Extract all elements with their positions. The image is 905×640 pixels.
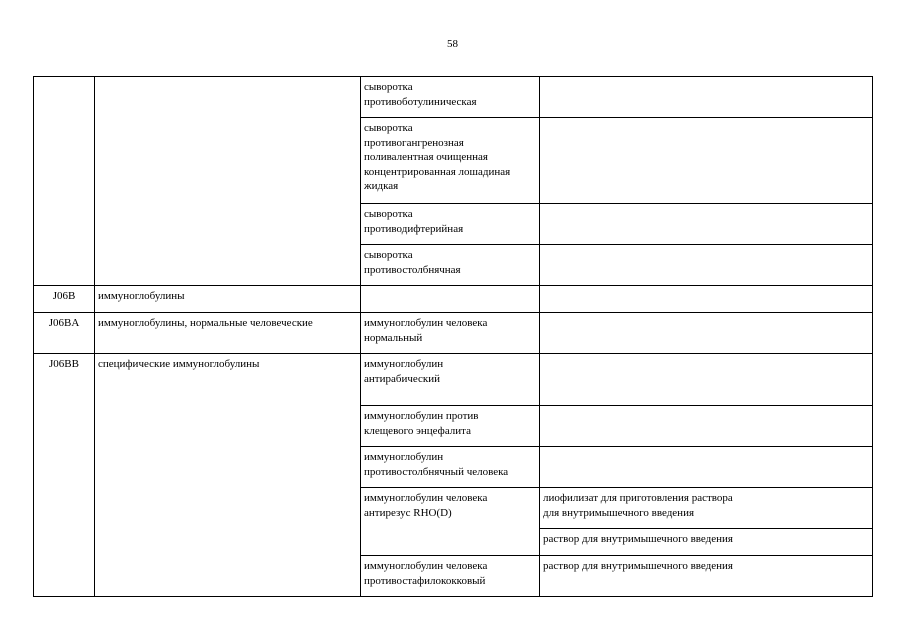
atc-name-cell xyxy=(95,77,361,286)
drug-name-cell xyxy=(361,204,540,245)
dosage-form: лиофилизат для приготовления раствора для внутримышечного введения xyxy=(543,492,733,519)
atc-name: специфические иммуноглобулины xyxy=(98,358,260,370)
dosage-form-cell xyxy=(540,245,873,286)
drug-name: иммуноглобулин против клещевого энцефалита xyxy=(364,410,479,437)
page-number: 58 xyxy=(447,38,458,50)
atc-code-cell xyxy=(34,354,95,597)
atc-code-cell xyxy=(34,313,95,354)
dosage-form: раствор для внутримышечного введения xyxy=(543,533,733,545)
drug-name: иммуноглобулин противостолбнячный человека xyxy=(364,451,509,478)
dosage-form-cell xyxy=(540,204,873,245)
drug-name-cell xyxy=(361,286,540,313)
drug-name: иммуноглобулин человека противостафилококковый xyxy=(364,560,488,587)
drug-name-cell xyxy=(361,488,540,556)
drug-name-cell xyxy=(361,118,540,204)
drug-table xyxy=(33,76,873,597)
dosage-form-cell xyxy=(540,406,873,447)
dosage-form-cell xyxy=(540,447,873,488)
dosage-form-cell xyxy=(540,286,873,313)
dosage-form-cell xyxy=(540,529,873,556)
drug-name-cell xyxy=(361,77,540,118)
table-row xyxy=(34,286,873,313)
drug-name: сыворотка противодифтерийная xyxy=(364,208,464,235)
drug-name-cell xyxy=(361,447,540,488)
table-row xyxy=(34,354,873,406)
atc-code: J06BA xyxy=(48,317,80,329)
atc-code-cell xyxy=(34,286,95,313)
table-row xyxy=(34,313,873,354)
dosage-form-cell xyxy=(540,556,873,597)
drug-name: сыворотка противогангренозная поливалентная очищенная концентрированная лошадиная жидкая xyxy=(364,122,511,192)
atc-code: J06BB xyxy=(49,358,79,370)
dosage-form-cell xyxy=(540,354,873,406)
atc-code: J06B xyxy=(52,290,76,302)
drug-name-cell xyxy=(361,313,540,354)
atc-code-cell xyxy=(34,77,95,286)
drug-name-cell xyxy=(361,556,540,597)
drug-name: иммуноглобулин человека антирезус RHO(D) xyxy=(364,492,488,519)
drug-name: иммуноглобулин человека нормальный xyxy=(364,317,488,344)
dosage-form-cell xyxy=(540,118,873,204)
dosage-form-cell xyxy=(540,77,873,118)
atc-name: иммуноглобулины, нормальные человеческие xyxy=(98,317,313,329)
drug-name-cell xyxy=(361,406,540,447)
dosage-form-cell xyxy=(540,313,873,354)
dosage-form-cell xyxy=(540,488,873,529)
drug-name-cell xyxy=(361,245,540,286)
drug-name: сыворотка противоботулиническая xyxy=(364,81,477,108)
drug-name-cell xyxy=(361,354,540,406)
atc-name-cell xyxy=(95,286,361,313)
atc-name-cell xyxy=(95,354,361,597)
drug-name: иммуноглобулин антирабический xyxy=(364,358,444,385)
atc-name-cell xyxy=(95,313,361,354)
atc-name: иммуноглобулины xyxy=(98,290,185,302)
dosage-form: раствор для внутримышечного введения xyxy=(543,560,733,572)
table-row xyxy=(34,77,873,118)
drug-name: сыворотка противостолбнячная xyxy=(364,249,461,276)
